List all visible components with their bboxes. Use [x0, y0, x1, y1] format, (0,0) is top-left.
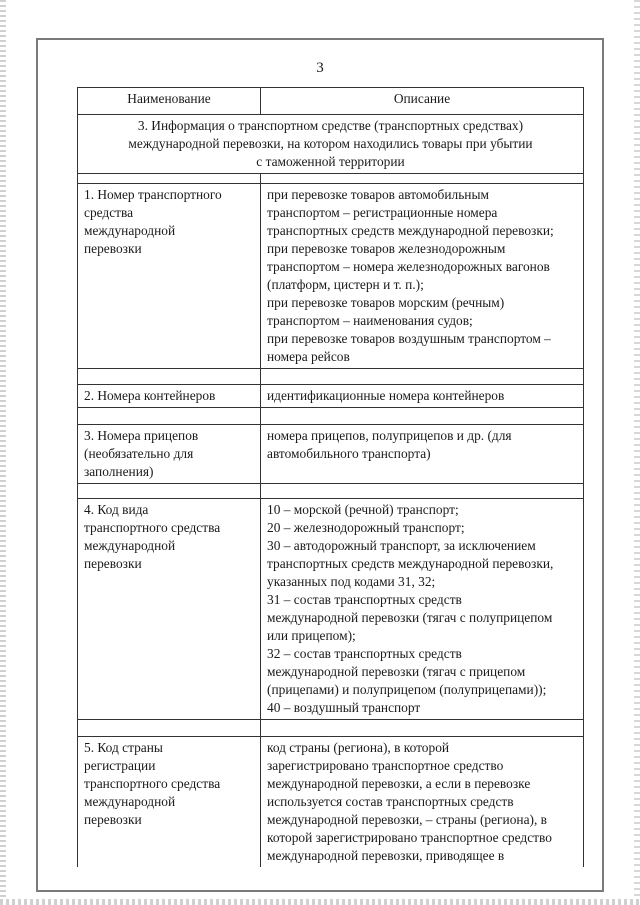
- row-desc-cell: [261, 184, 584, 369]
- row-desc-line: которой зарегистрировано транспортное средство: [267, 830, 552, 845]
- row-desc-line: (платформ, цистерн и т. п.);: [267, 277, 424, 292]
- table-row: [78, 425, 584, 484]
- row-desc-line: 40 – воздушный транспорт: [267, 700, 421, 715]
- row-name-line: регистрации: [84, 758, 156, 773]
- row-name-line: 2. Номера контейнеров: [84, 388, 216, 403]
- row-name-line: 5. Код страны: [84, 740, 163, 755]
- section-title-line: 3. Информация о транспортном средстве (транспортных средствах): [137, 118, 524, 133]
- header-name: Наименование: [78, 88, 261, 115]
- section-title-line: с таможенной территории: [256, 154, 405, 169]
- table-row: [78, 499, 584, 720]
- row-desc-line: указанных под кодами 31, 32;: [267, 574, 436, 589]
- row-desc-line: международной перевозки, приводящее в: [267, 848, 505, 863]
- row-desc-line: идентификационные номера контейнеров: [267, 388, 505, 403]
- header-description: Описание: [261, 88, 584, 115]
- row-name-line: 1. Номер транспортного: [84, 187, 222, 202]
- row-name-cell: [78, 385, 261, 408]
- row-desc-line: транспортом – наименования судов;: [267, 313, 473, 328]
- row-gap: [78, 174, 584, 184]
- row-name-line: заполнения): [84, 464, 154, 479]
- page-number: 3: [316, 60, 324, 76]
- row-desc-line: используется состав транспортных средств: [267, 794, 514, 809]
- row-desc-line: транспортом – номера железнодорожных вагонов: [267, 259, 550, 274]
- row-desc-line: код страны (региона), в которой: [267, 740, 450, 755]
- row-desc-cell: [261, 385, 584, 408]
- row-name-line: международной: [84, 223, 176, 238]
- row-name-line: перевозки: [84, 241, 142, 256]
- row-desc-line: при перевозке товаров автомобильным: [267, 187, 489, 202]
- row-desc-line: 20 – железнодорожный транспорт;: [267, 520, 465, 535]
- row-name-line: транспортного средства: [84, 520, 221, 535]
- row-name-line: перевозки: [84, 812, 142, 827]
- row-desc-line: транспортных средств международной перевозки,: [267, 556, 554, 571]
- row-desc-line: автомобильного транспорта): [267, 446, 431, 461]
- row-desc-line: 32 – состав транспортных средств: [267, 646, 462, 661]
- row-name-line: перевозки: [84, 556, 142, 571]
- section-title-row: [78, 115, 584, 174]
- row-desc-line: 10 – морской (речной) транспорт;: [267, 502, 459, 517]
- row-desc-line: транспортных средств международной перевозки;: [267, 223, 554, 238]
- row-gap: [78, 484, 584, 499]
- row-desc-line: зарегистрировано транспортное средство: [267, 758, 504, 773]
- row-gap: [78, 369, 584, 385]
- row-desc-line: международной перевозки (тягач с полуприцепом: [267, 610, 553, 625]
- row-desc-line: при перевозке товаров железнодорожным: [267, 241, 506, 256]
- row-gap: [78, 408, 584, 425]
- row-name-line: 3. Номера прицепов: [84, 428, 199, 443]
- transport-info-table: [77, 87, 584, 867]
- row-desc-line: при перевозке товаров воздушным транспортом –: [267, 331, 551, 346]
- row-desc-line: международной перевозки, – страны (региона), в: [267, 812, 547, 827]
- row-desc-line: или прицепом);: [267, 628, 356, 643]
- row-name-cell: [78, 737, 261, 868]
- row-name-line: (необязательно для: [84, 446, 194, 461]
- section-title-line: международной перевозки, на котором находились товары при убытии: [128, 136, 533, 151]
- row-desc-line: номера рейсов: [267, 349, 350, 364]
- table-row: [78, 737, 584, 868]
- scan-edge-left: [0, 0, 6, 905]
- row-name-line: международной: [84, 794, 176, 809]
- row-desc-line: при перевозке товаров морским (речным): [267, 295, 505, 310]
- row-name-line: международной: [84, 538, 176, 553]
- row-desc-line: номера прицепов, полуприцепов и др. (для: [267, 428, 512, 443]
- scan-edge-bottom: [0, 899, 640, 905]
- row-desc-line: международной перевозки (тягач с прицепом: [267, 664, 526, 679]
- row-desc-line: 31 – состав транспортных средств: [267, 592, 462, 607]
- scan-edge-right: [634, 0, 640, 905]
- row-name-cell: [78, 425, 261, 484]
- row-name-line: транспортного средства: [84, 776, 221, 791]
- row-desc-line: 30 – автодорожный транспорт, за исключением: [267, 538, 536, 553]
- row-desc-line: международной перевозки, а если в перевозке: [267, 776, 531, 791]
- row-name-cell: [78, 184, 261, 369]
- row-gap: [78, 720, 584, 737]
- section-title: [78, 115, 584, 174]
- row-name-line: 4. Код вида: [84, 502, 149, 517]
- row-desc-line: транспортом – регистрационные номера: [267, 205, 498, 220]
- row-name-line: средства: [84, 205, 134, 220]
- row-desc-line: (прицепами) и полуприцепом (полуприцепами));: [267, 682, 547, 697]
- row-desc-cell: [261, 499, 584, 720]
- table-row: [78, 385, 584, 408]
- table-header-row: [78, 88, 584, 115]
- row-desc-cell: [261, 425, 584, 484]
- row-desc-cell: [261, 737, 584, 868]
- table-row: [78, 184, 584, 369]
- row-name-cell: [78, 499, 261, 720]
